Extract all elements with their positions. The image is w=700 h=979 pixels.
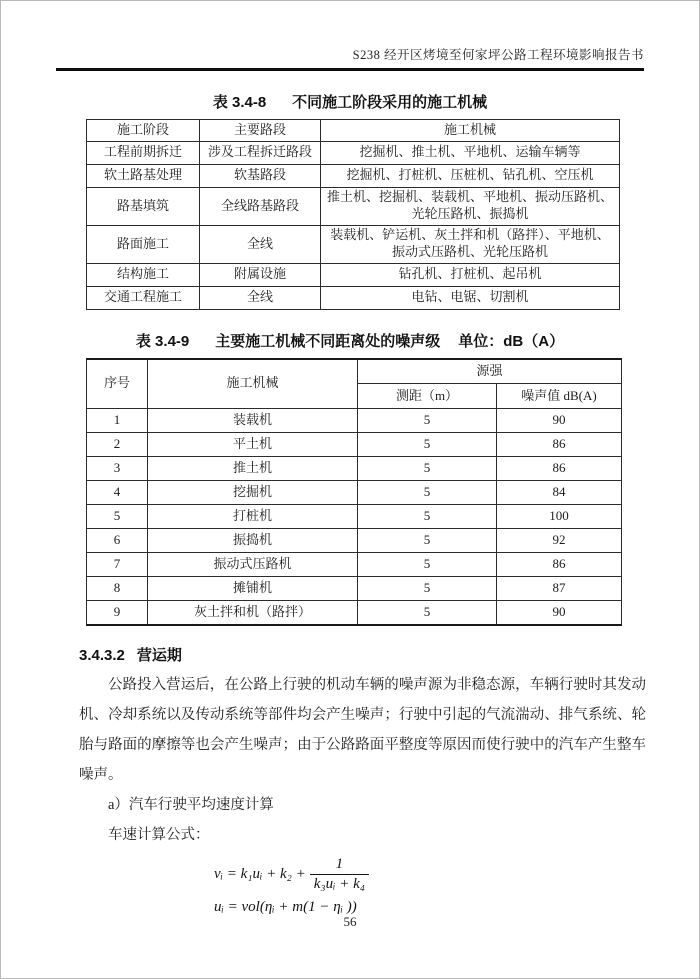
table-cell: 92 [497,529,622,553]
table-header-row [87,119,620,141]
table-cell: 5 [358,505,497,529]
table-cell: 交通工程施工 [87,286,200,309]
volume-formula: uᵢ = vol(ηᵢ + m(1 − ηᵢ )) [214,898,357,915]
table-349 [86,358,622,626]
table-cell: 结构施工 [87,263,200,286]
table-cell: 挖掘机、打桩机、压桩机、钻孔机、空压机 [321,164,620,187]
table-row [87,433,622,457]
column-group-header: 源强 [358,359,622,384]
table-cell: 全线 [200,225,321,263]
table-cell: 振捣机 [148,529,358,553]
table-row [87,505,622,529]
table-header-row [87,359,622,384]
table-cell: 7 [87,553,148,577]
table-348-label: 表 3.4-8 [212,93,267,111]
header-rule [56,68,644,71]
table-cell: 路面施工 [87,225,200,263]
section-title: 营运期 [136,646,182,664]
table-348-title [56,91,644,112]
running-header: S238 经开区烤境至何家坪公路工程环境影响报告书 [352,48,644,62]
table-cell: 86 [497,433,622,457]
table-row [87,225,620,263]
column-header: 噪声值 dB(A) [497,384,622,409]
table-cell: 涉及工程拆迁路段 [200,141,321,164]
speed-formula [214,856,644,893]
table-row [87,286,620,309]
table-cell: 附属设施 [200,263,321,286]
table-cell: 100 [497,505,622,529]
table-cell: 86 [497,553,622,577]
table-row [87,577,622,601]
table-348 [86,119,620,310]
fraction-numerator: 1 [310,856,369,875]
table-cell: 2 [87,433,148,457]
fraction [310,856,369,893]
table-row [87,529,622,553]
table-cell: 平土机 [148,433,358,457]
table-cell: 5 [358,577,497,601]
table-cell: 5 [87,505,148,529]
table-row [87,601,622,625]
table-cell: 工程前期拆迁 [87,141,200,164]
table-cell: 钻孔机、打桩机、起吊机 [321,263,620,286]
table-348-title-text: 不同施工阶段采用的施工机械 [292,93,488,111]
column-header: 施工机械 [148,359,358,409]
list-item-a: a）汽车行驶平均速度计算 [108,796,274,813]
table-349-unit: 单位：dB（A） [458,332,565,350]
table-row [87,553,622,577]
table-cell: 推土机、挖掘机、装载机、平地机、振动压路机、光轮压路机、振捣机 [321,187,620,225]
table-row [87,263,620,286]
column-header: 施工阶段 [87,119,200,141]
table-349-title-text: 主要施工机械不同距离处的噪声级 [215,332,441,350]
table-cell: 3 [87,457,148,481]
table-cell: 灰土拌和机（路拌） [148,601,358,625]
table-cell: 5 [358,553,497,577]
table-cell: 87 [497,577,622,601]
table-cell: 电钻、电锯、切割机 [321,286,620,309]
table-cell: 5 [358,481,497,505]
table-row [87,457,622,481]
table-cell: 5 [358,529,497,553]
table-cell: 振动式压路机 [148,553,358,577]
table-cell: 6 [87,529,148,553]
table-cell: 90 [497,409,622,433]
table-cell: 84 [497,481,622,505]
table-row [87,187,620,225]
table-cell: 打桩机 [148,505,358,529]
table-cell: 9 [87,601,148,625]
table-row [87,164,620,187]
table-cell: 装载机 [148,409,358,433]
table-cell: 86 [497,457,622,481]
table-cell: 挖掘机、推土机、平地机、运输车辆等 [321,141,620,164]
column-header: 测距（m） [358,384,497,409]
page-number: 56 [343,914,357,929]
table-cell: 挖掘机 [148,481,358,505]
table-cell: 推土机 [148,457,358,481]
table-cell: 1 [87,409,148,433]
table-349-label: 表 3.4-9 [135,332,190,350]
formula-lhs: vᵢ = k₁uᵢ + k₂ + [214,865,306,882]
table-349-title [56,330,644,351]
table-cell: 软土路基处理 [87,164,200,187]
formula-block [214,856,644,916]
table-cell: 摊铺机 [148,577,358,601]
table-cell: 4 [87,481,148,505]
body-paragraph: 公路投入营运后，在公路上行驶的机动车辆的噪声源为非稳态源，车辆行驶时其发动机、冷却系统以及传动系统等部件均会产生噪声；行驶中引起的气流湍动、排气系统、轮胎与路面的摩擦等也会产生噪声；由于公路路面平整度等原因而使行驶中的汽车产生整车噪声。 [79,676,646,783]
column-header: 主要路段 [200,119,321,141]
column-header: 施工机械 [321,119,620,141]
formula-intro: 车速计算公式： [108,826,210,843]
section-heading [79,644,644,664]
fraction-denominator: k₃uᵢ + k₄ [313,875,366,892]
table-cell: 5 [358,457,497,481]
table-cell: 90 [497,601,622,625]
table-row [87,481,622,505]
section-number: 3.4.3.2 [79,646,125,664]
table-cell: 全线 [200,286,321,309]
table-row [87,141,620,164]
table-cell: 5 [358,433,497,457]
table-cell: 5 [358,601,497,625]
table-cell: 路基填筑 [87,187,200,225]
table-cell: 软基路段 [200,164,321,187]
table-cell: 装载机、铲运机、灰土拌和机（路拌）、平地机、振动式压路机、光轮压路机 [321,225,620,263]
table-row [87,409,622,433]
column-header: 序号 [87,359,148,409]
table-cell: 5 [358,409,497,433]
table-cell: 8 [87,577,148,601]
page-content [1,91,699,916]
table-cell: 全线路基路段 [200,187,321,225]
